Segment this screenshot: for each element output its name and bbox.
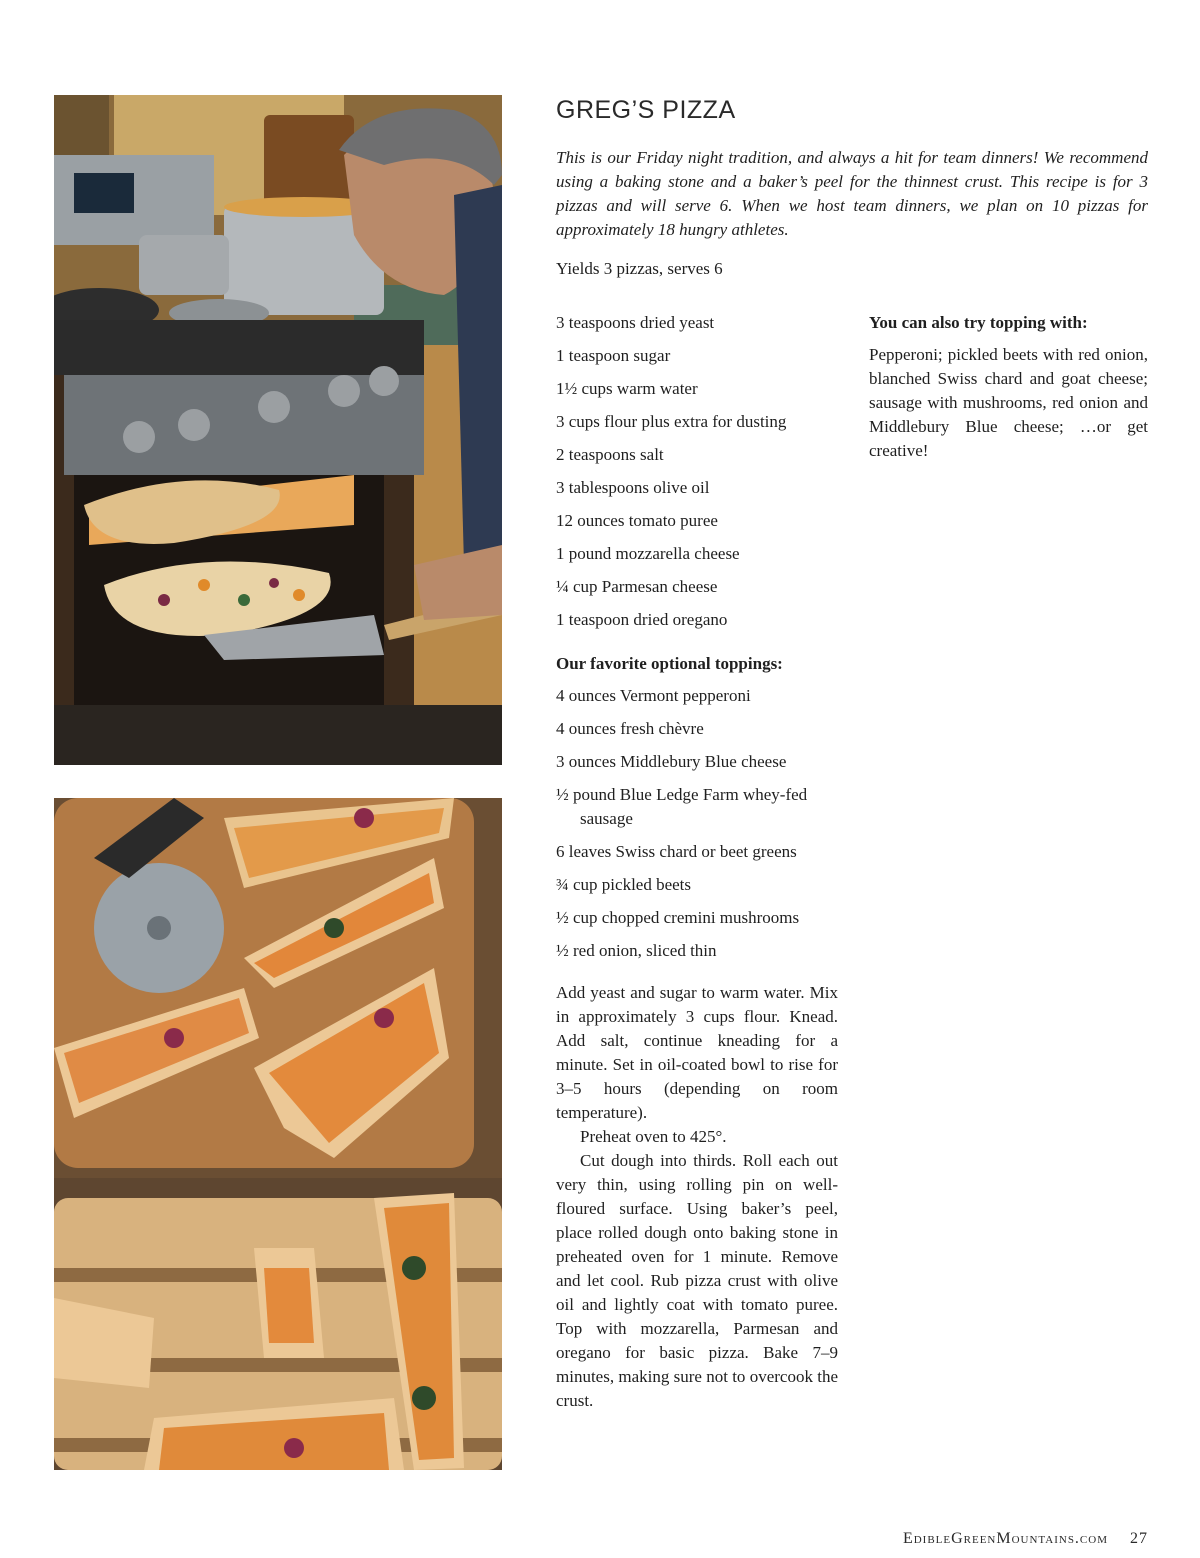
footer-site: EdibleGreenMountains.com <box>902 1530 1108 1547</box>
photo-oven-pizza <box>54 95 502 765</box>
method-text <box>556 981 838 1413</box>
recipe-yields: Yields 3 pizzas, serves 6 <box>556 259 723 278</box>
topping-item: ¾ cup pickled beets <box>556 875 692 894</box>
method-paragraph: Preheat oven to 425°. <box>580 1127 727 1146</box>
ingredient-item: 3 teaspoons dried yeast <box>556 313 715 332</box>
topping-item: 4 ounces fresh chèvre <box>556 719 704 738</box>
topping-item: ½ red onion, sliced thin <box>556 941 717 960</box>
ingredient-item: 12 ounces tomato puree <box>556 511 718 530</box>
ingredient-item: 3 cups flour plus extra for dusting <box>556 412 787 431</box>
alternatives-column <box>869 311 1148 463</box>
topping-item: ½ cup chopped cremini mushrooms <box>556 908 800 927</box>
toppings-list <box>556 684 838 963</box>
ingredients-list <box>556 311 838 632</box>
topping-item: 6 leaves Swiss chard or beet greens <box>556 842 797 861</box>
try-heading: You can also try topping with: <box>869 313 1088 332</box>
recipe-intro: This is our Friday night tradition, and always a hit for team dinners! We recommend using a baking stone and a baker’s peel for the thinnest crust. This recipe is for 3 pizzas and will serve 6. When we host team dinners, we plan on 10 pizzas for approximately 18 hungry athletes. <box>556 148 1148 239</box>
method-paragraph: Add yeast and sugar to warm water. Mix in approximately 3 cups flour. Knead. Add salt, continue kneading for a minute. Set in oil-coated bowl to rise for 3–5 hours (depending on room temperature). <box>556 983 838 1122</box>
ingredient-item: 3 tablespoons olive oil <box>556 478 710 497</box>
page-footer <box>903 1530 1148 1548</box>
try-text: Pepperoni; pickled beets with red onion, blanched Swiss chard and goat cheese; sausage with mushrooms, red onion and Middlebury Blue cheese; …or get creative! <box>869 345 1148 460</box>
ingredient-item: 1 pound mozzarella cheese <box>556 544 740 563</box>
ingredient-item: 2 teaspoons salt <box>556 445 664 464</box>
recipe-title: GREG’S PIZZA <box>556 96 736 124</box>
ingredient-item: ¼ cup Parmesan cheese <box>556 577 718 596</box>
method-paragraph: Cut dough into thirds. Roll each out very thin, using rolling pin on well-floured surface. Using baker’s peel, place rolled dough onto baking stone in preheated oven for 1 minute. Remove and let cool. Rub pizza crust with olive oil and lightly coat with tomato puree. Top with mozzarella, Parmesan and oregano for basic pizza. Bake 7–9 minutes, making sure not to overcook the crust. <box>556 1151 838 1410</box>
topping-item: ½ pound Blue Ledge Farm whey-fed sausage <box>556 785 808 828</box>
ingredient-item: 1 teaspoon sugar <box>556 346 671 365</box>
toppings-heading: Our favorite optional toppings: <box>556 654 783 673</box>
topping-item: 3 ounces Middlebury Blue cheese <box>556 752 787 771</box>
ingredient-item: 1 teaspoon dried oregano <box>556 610 728 629</box>
ingredient-item: 1½ cups warm water <box>556 379 698 398</box>
photo-pizza-slices <box>54 798 502 1470</box>
ingredients-column <box>556 311 838 1413</box>
page-number: 27 <box>1130 1530 1148 1547</box>
topping-item: 4 ounces Vermont pepperoni <box>556 686 751 705</box>
